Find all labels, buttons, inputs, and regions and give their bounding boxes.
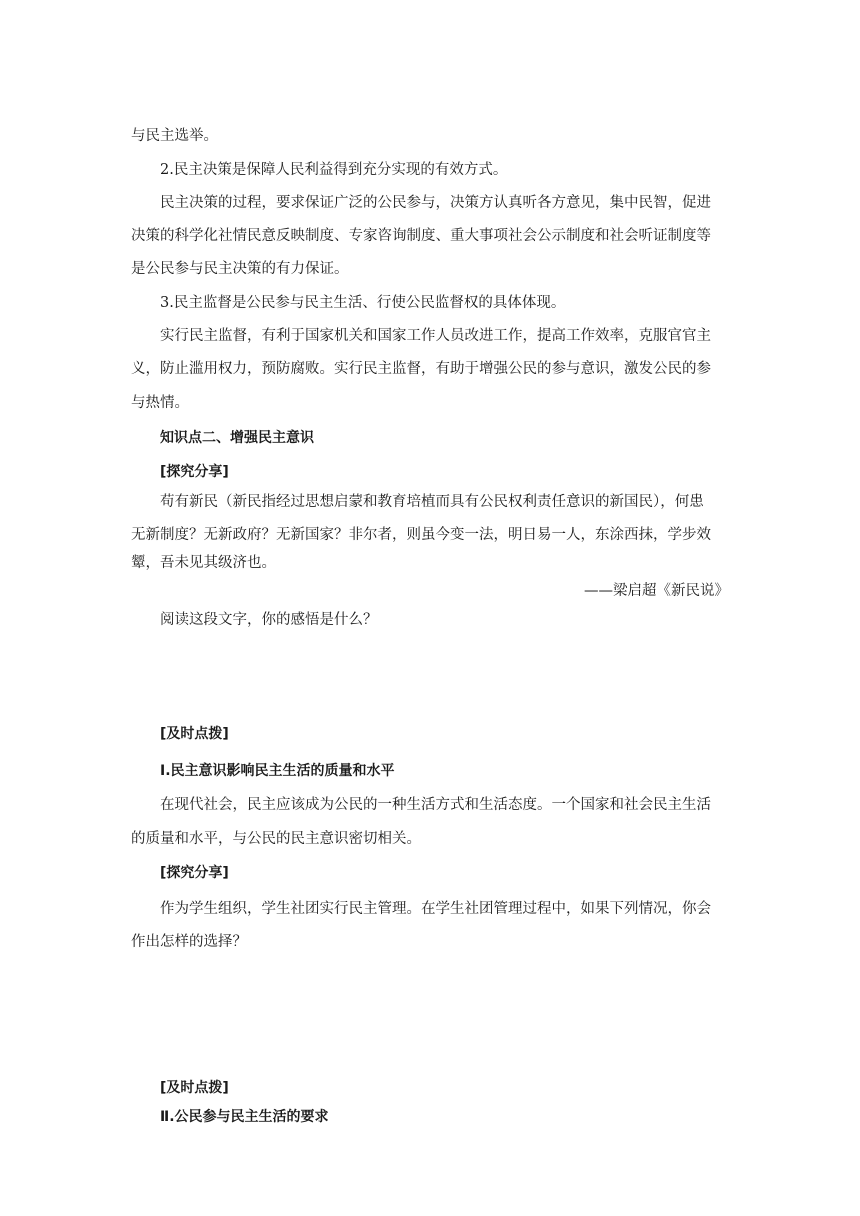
subsection-label: [及时点拨] xyxy=(160,726,229,742)
paragraph-line: 实行民主监督，有利于国家机关和国家工作人员改进工作，提高工作效率，克服官官主 xyxy=(160,327,711,344)
subsection-heading: Ⅱ.公民参与民主生活的要求 xyxy=(160,1109,329,1125)
paragraph-line: 作为学生组织，学生社团实行民主管理。在学生社团管理过程中，如果下列情况，你会 xyxy=(160,900,711,917)
quote-line: 颦，吾未见其级济也。 xyxy=(131,554,276,571)
quote-line: 苟有新民（新民指经过思想启蒙和教育培植而具有公民权利责任意识的新国民），何患 xyxy=(160,493,704,510)
quote-line: 无新制度？无新政府？无新国家？非尔者，则虽今变一法，明日易一人，东涂西抹，学步效 xyxy=(131,526,711,543)
paragraph-line: 是公民参与民主决策的有力保证。 xyxy=(131,260,349,277)
paragraph-line: 与民主选举。 xyxy=(131,127,218,144)
numbered-point: 2.民主决策是保障人民利益得到充分实现的有效方式。 xyxy=(160,161,508,178)
numbered-point: 3.民主监督是公民参与民主生活、行使公民监督权的具体体现。 xyxy=(160,294,566,311)
paragraph-line: 与热情。 xyxy=(131,394,189,411)
question-text: 作出怎样的选择？ xyxy=(131,933,247,950)
paragraph-line: 民主决策的过程，要求保证广泛的公民参与，决策方认真听各方意见，集中民智，促进 xyxy=(160,194,711,211)
subsection-label: [探究分享] xyxy=(160,865,229,881)
paragraph-line: 决策的科学化社情民意反映制度、专家咨询制度、重大事项社会公示制度和社会听证制度等 xyxy=(131,227,711,244)
subsection-label: [及时点拨] xyxy=(160,1080,229,1096)
paragraph-line: 义，防止滥用权力，预防腐败。实行民主监督，有助于增强公民的参与意识，激发公民的参 xyxy=(131,360,711,377)
paragraph-line: 的质量和水平，与公民的民主意识密切相关。 xyxy=(131,830,421,847)
section-heading: 知识点二、增强民主意识 xyxy=(160,430,314,446)
subsection-label: [探究分享] xyxy=(160,464,229,480)
question-text: 阅读这段文字，你的感悟是什么？ xyxy=(160,611,378,628)
subsection-heading: Ⅰ.民主意识影响民主生活的质量和水平 xyxy=(160,763,395,779)
quote-attribution: ——梁启超《新民说》 xyxy=(584,582,729,599)
paragraph-line: 在现代社会，民主应该成为公民的一种生活方式和生活态度。一个国家和社会民主生活 xyxy=(160,796,711,813)
